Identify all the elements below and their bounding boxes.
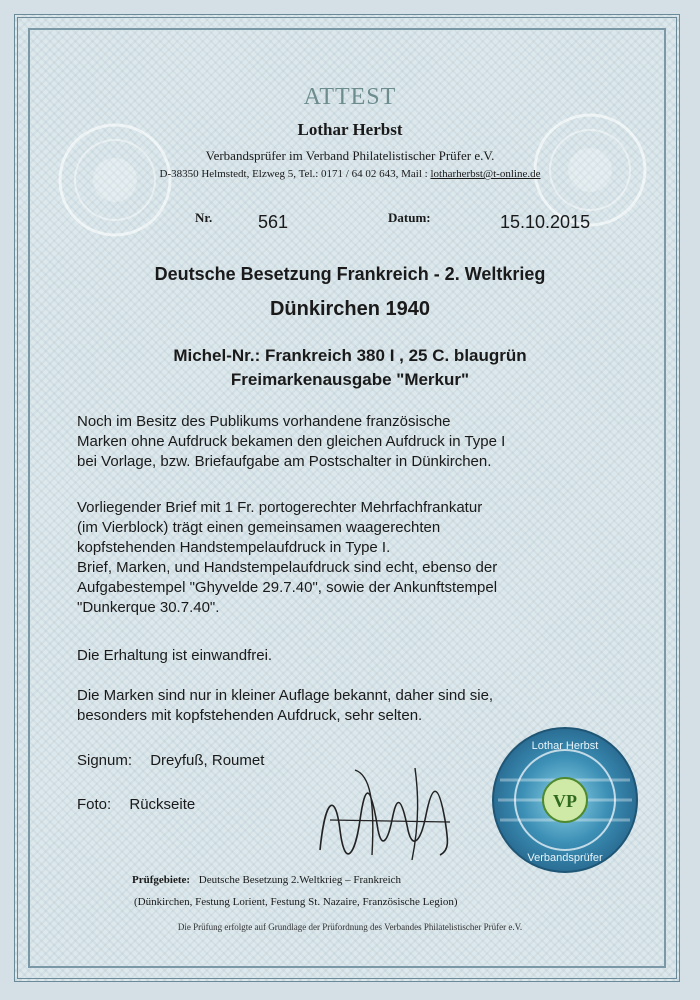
- paragraph-line: besonders mit kopfstehenden Aufdruck, sehr selten.: [77, 707, 423, 724]
- signum-value: Dreyfuß, Roumet: [150, 752, 265, 769]
- date-label: Datum:: [388, 210, 431, 225]
- signum-row: [77, 752, 264, 769]
- paragraph-line: kopfstehenden Handstempelaufdruck in Type I.: [77, 539, 391, 556]
- examiner-address: [0, 168, 700, 180]
- scope-details: (Dünkirchen, Festung Lorient, Festung St. Nazaire, Französische Legion): [134, 896, 458, 908]
- email-link[interactable]: lotharherbst@t-online.de: [430, 168, 541, 180]
- paragraph-line: Brief, Marken, und Handstempelaufdruck sind echt, ebenso der: [77, 559, 498, 576]
- paragraph-line: Marken ohne Aufdruck bekamen den gleichen Aufdruck in Type I: [77, 433, 506, 450]
- paragraph-rarity: [77, 686, 637, 726]
- examiner-role: Verbandsprüfer im Verband Philatelistischer Prüfer e.V.: [205, 148, 495, 163]
- paragraph-line: Noch im Besitz des Publikums vorhandene französische: [77, 413, 451, 430]
- subject-heading: Deutsche Besetzung Frankreich - 2. Weltkrieg: [154, 264, 546, 284]
- hologram-seal: [490, 725, 640, 875]
- hologram-text-top: Lothar Herbst: [531, 740, 599, 752]
- certificate-title: ATTEST: [303, 84, 397, 110]
- scope-row: [132, 874, 401, 886]
- foto-label: Foto:: [77, 796, 112, 813]
- hologram-text-bottom: Verbandsprüfer: [527, 852, 603, 864]
- issue-name: Freimarkenausgabe "Merkur": [230, 370, 470, 389]
- paragraph-description: [77, 498, 637, 618]
- hologram-monogram: VP: [553, 791, 577, 811]
- footer-note: Die Prüfung erfolgte auf Grundlage der Prüfordnung des Verbandes Philatelistischer Prüfer e.V.: [177, 922, 523, 932]
- handwritten-signature: [300, 760, 460, 870]
- paragraph-line: Die Marken sind nur in kleiner Auflage bekannt, daher sind sie,: [77, 687, 494, 704]
- address-text: D-38350 Helmstedt, Elzweg 5, Tel.: 0171 / 64 02 643, Mail :: [159, 168, 428, 180]
- paragraph-line: Die Erhaltung ist einwandfrei.: [77, 647, 273, 664]
- michel-number: Michel-Nr.: Frankreich 380 I , 25 C. blaugrün: [173, 346, 527, 365]
- paragraph-line: Vorliegender Brief mit 1 Fr. portogerechter Mehrfachfrankatur: [77, 499, 483, 516]
- paragraph-condition: [77, 646, 637, 666]
- nr-value: 561: [258, 212, 289, 232]
- paragraph-line: bei Vorlage, bzw. Briefaufgabe am Postschalter in Dünkirchen.: [77, 453, 492, 470]
- signum-label: Signum:: [77, 752, 133, 769]
- examiner-name: Lothar Herbst: [297, 120, 403, 139]
- nr-label: Nr.: [195, 210, 213, 225]
- scope-value: Deutsche Besetzung 2.Weltkrieg – Frankreich: [198, 874, 402, 886]
- foto-row: [77, 796, 195, 813]
- paragraph-line: (im Vierblock) trägt einen gemeinsamen waagerechten: [77, 519, 441, 536]
- subject-location: Dünkirchen 1940: [269, 298, 431, 320]
- paragraph-line: "Dunkerque 30.7.40".: [77, 599, 220, 616]
- date-value: 15.10.2015: [500, 212, 591, 232]
- paragraph-line: Aufgabestempel "Ghyvelde 29.7.40", sowie der Ankunftstempel: [77, 579, 498, 596]
- paragraph-background: [77, 412, 637, 472]
- scope-label: Prüfgebiete:: [132, 874, 191, 886]
- foto-value: Rückseite: [129, 796, 196, 813]
